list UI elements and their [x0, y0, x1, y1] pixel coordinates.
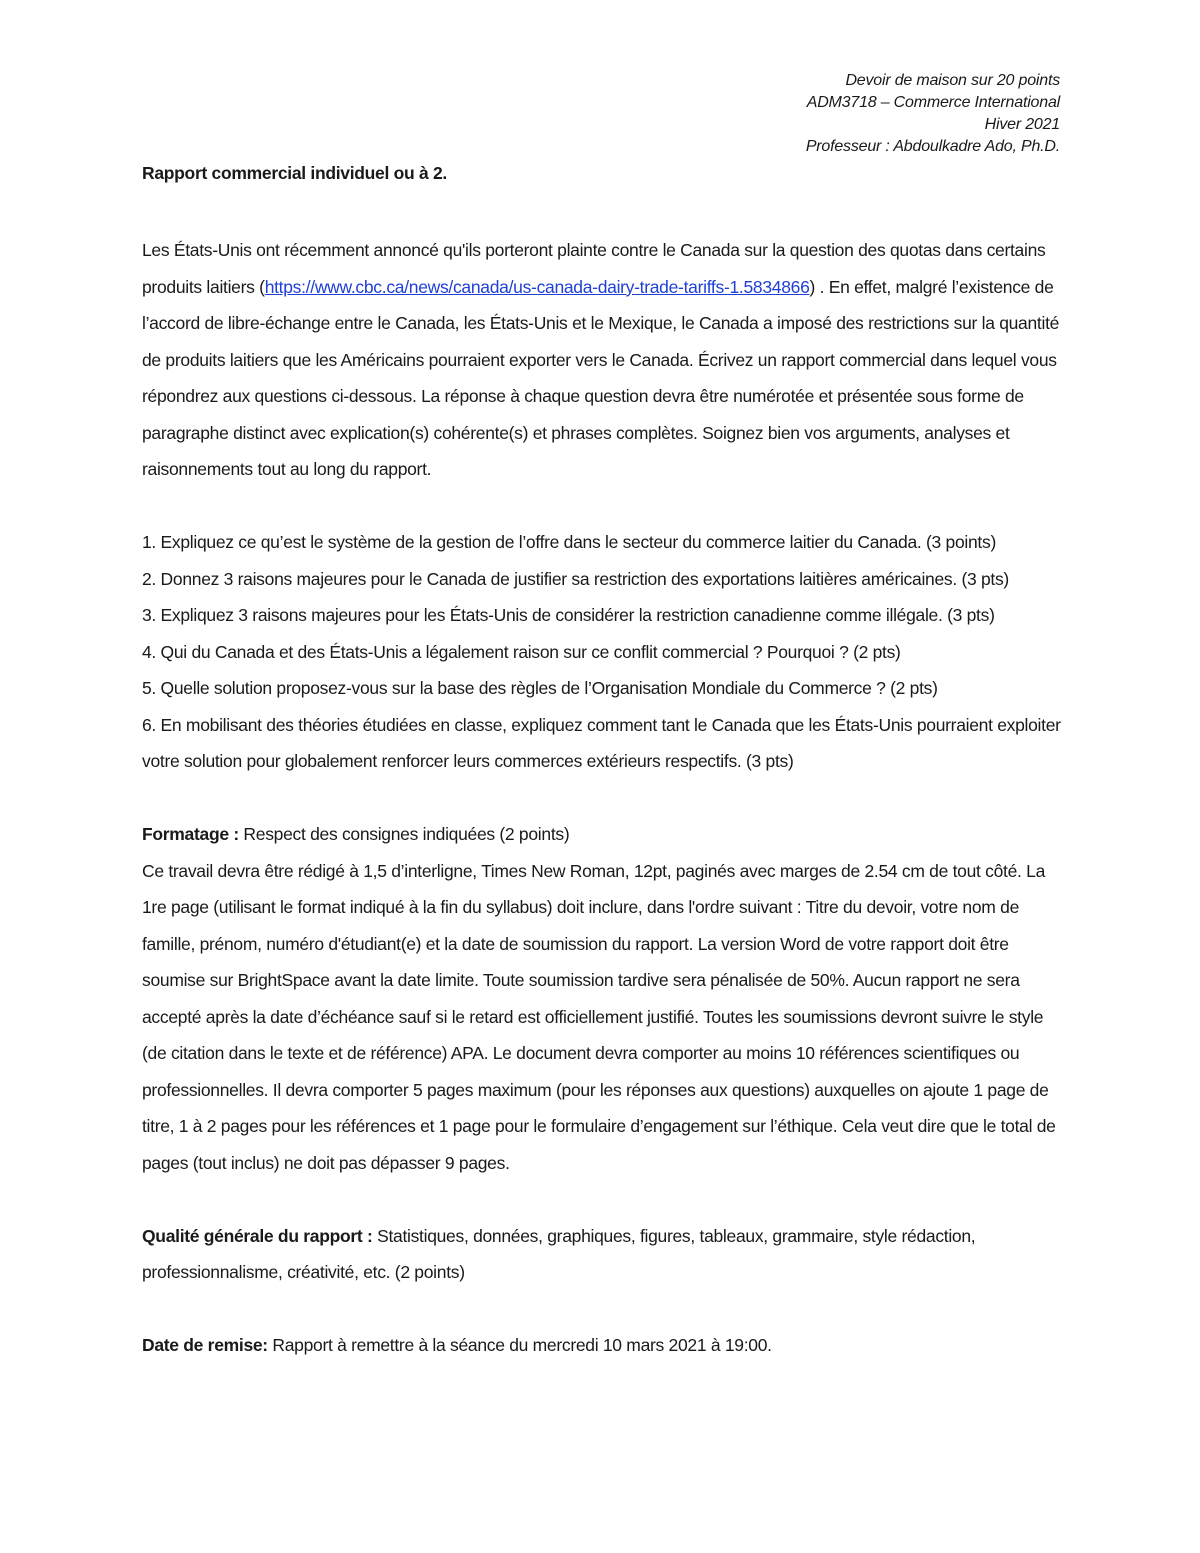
intro-text-after-link: ) . En effet, malgré l’existence de l’accord de libre-échange entre le Canada, les États-Unis et le Mexique, le Canada a imposé des restrictions sur la quantité de produits laitiers que les Américains pourraient exporter vers le Canada. Écrivez un rapport commercial dans lequel vous répondrez aux questions ci-dessous. La réponse à chaque question devra être numérotée et présentée sous forme de paragraphe distinct avec explication(s) cohérente(s) et phrases complètes. Soignez bien vos arguments, analyses et raisonnements tout au long du rapport.	[142, 276, 1060, 479]
remise-label: Date de remise:	[142, 1335, 268, 1355]
question-item: 6. En mobilisant des théories étudiées en classe, expliquez comment tant le Canada que les États-Unis pourraient exploiter votre solution pour globalement renforcer leurs commerces extérieurs respectifs. (3 pts)	[142, 714, 1061, 771]
remise-text: Rapport à remettre à la séance du mercredi 10 mars 2021 à 19:00.	[267, 1335, 772, 1355]
question-item: 4. Qui du Canada et des États-Unis a légalement raison sur ce conflit commercial ? Pourquoi ? (2 pts)	[142, 641, 901, 662]
header-professor: Professeur : Abdoulkadre Ado, Ph.D.	[805, 138, 1060, 155]
intro-paragraph	[142, 232, 1072, 488]
question-item: 3. Expliquez 3 raisons majeures pour les États-Unis de considérer la restriction canadienne comme illégale. (3 pts)	[142, 605, 995, 625]
formatage-summary: Respect des consignes indiquées (2 points)	[238, 824, 570, 844]
questions-list	[142, 524, 1072, 780]
spacer	[142, 1291, 1072, 1328]
qualite-text: Statistiques, données, graphiques, figures, tableaux, grammaire, style rédaction, professionnalisme, créativité, etc. (2 points)	[142, 1225, 976, 1282]
spacer	[142, 780, 1072, 817]
remise-paragraph	[142, 1327, 1072, 1364]
header-course-code: ADM3718 – Commerce International	[806, 94, 1060, 111]
spacer	[142, 488, 1072, 525]
spacer	[142, 1181, 1072, 1218]
qualite-label: Qualité générale du rapport :	[142, 1225, 373, 1246]
cbc-article-link[interactable]: https://www.cbc.ca/news/canada/us-canada-dairy-trade-tariffs-1.5834866	[264, 276, 810, 297]
document-body	[142, 160, 1072, 1364]
question-item: 1. Expliquez ce qu’est le système de la gestion de l’offre dans le secteur du commerce laitier du Canada. (3 points)	[142, 532, 996, 552]
intro-text-before-link: Les États-Unis ont récemment annoncé qu'ils porteront plainte contre le Canada sur la question des quotas dans certains produits laitiers (	[142, 240, 1046, 297]
formatage-heading	[142, 816, 1072, 853]
spacer	[142, 186, 1072, 232]
formatage-label: Formatage :	[142, 824, 239, 844]
qualite-paragraph	[142, 1218, 1072, 1291]
question-item: 5. Quelle solution proposez-vous sur la base des règles de l’Organisation Mondiale du Commerce ? (2 pts)	[142, 678, 938, 698]
document-title: Rapport commercial individuel ou à 2.	[142, 163, 447, 183]
formatage-body: Ce travail devra être rédigé à 1,5 d’interligne, Times New Roman, 12pt, paginés avec marges de 2.54 cm de tout côté. La 1re page (utilisant le format indiqué à la fin du syllabus) doit inclure, dans l'ordre suivant : Titre du devoir, votre nom de famille, prénom, numéro d'étudiant(e) et la date de soumission du rapport. La version Word de votre rapport doit être soumise sur BrightSpace avant la date limite. Toute soumission tardive sera pénalisée de 50%. Aucun rapport ne sera accepté après la date d’échéance sauf si le retard est officiellement justifié. Toutes les soumissions devront suivre le style (de citation dans le texte et de référence) APA. Le document devra comporter au moins 10 références scientifiques ou professionnelles. Il devra comporter 5 pages maximum (pour les réponses aux questions) auxquelles on ajoute 1 page de titre, 1 à 2 pages pour les références et 1 page pour le formulaire d’engagement sur l’éthique. Cela veut dire que le total de pages (tout inclus) ne doit pas dépasser 9 pages.	[142, 860, 1056, 1173]
question-item: 2. Donnez 3 raisons majeures pour le Canada de justifier sa restriction des exportations laitières américaines. (3 pts)	[142, 568, 1009, 589]
header-term: Hiver 2021	[984, 116, 1060, 133]
header-assignment-points: Devoir de maison sur 20 points	[845, 72, 1060, 89]
document-header	[806, 70, 1060, 158]
